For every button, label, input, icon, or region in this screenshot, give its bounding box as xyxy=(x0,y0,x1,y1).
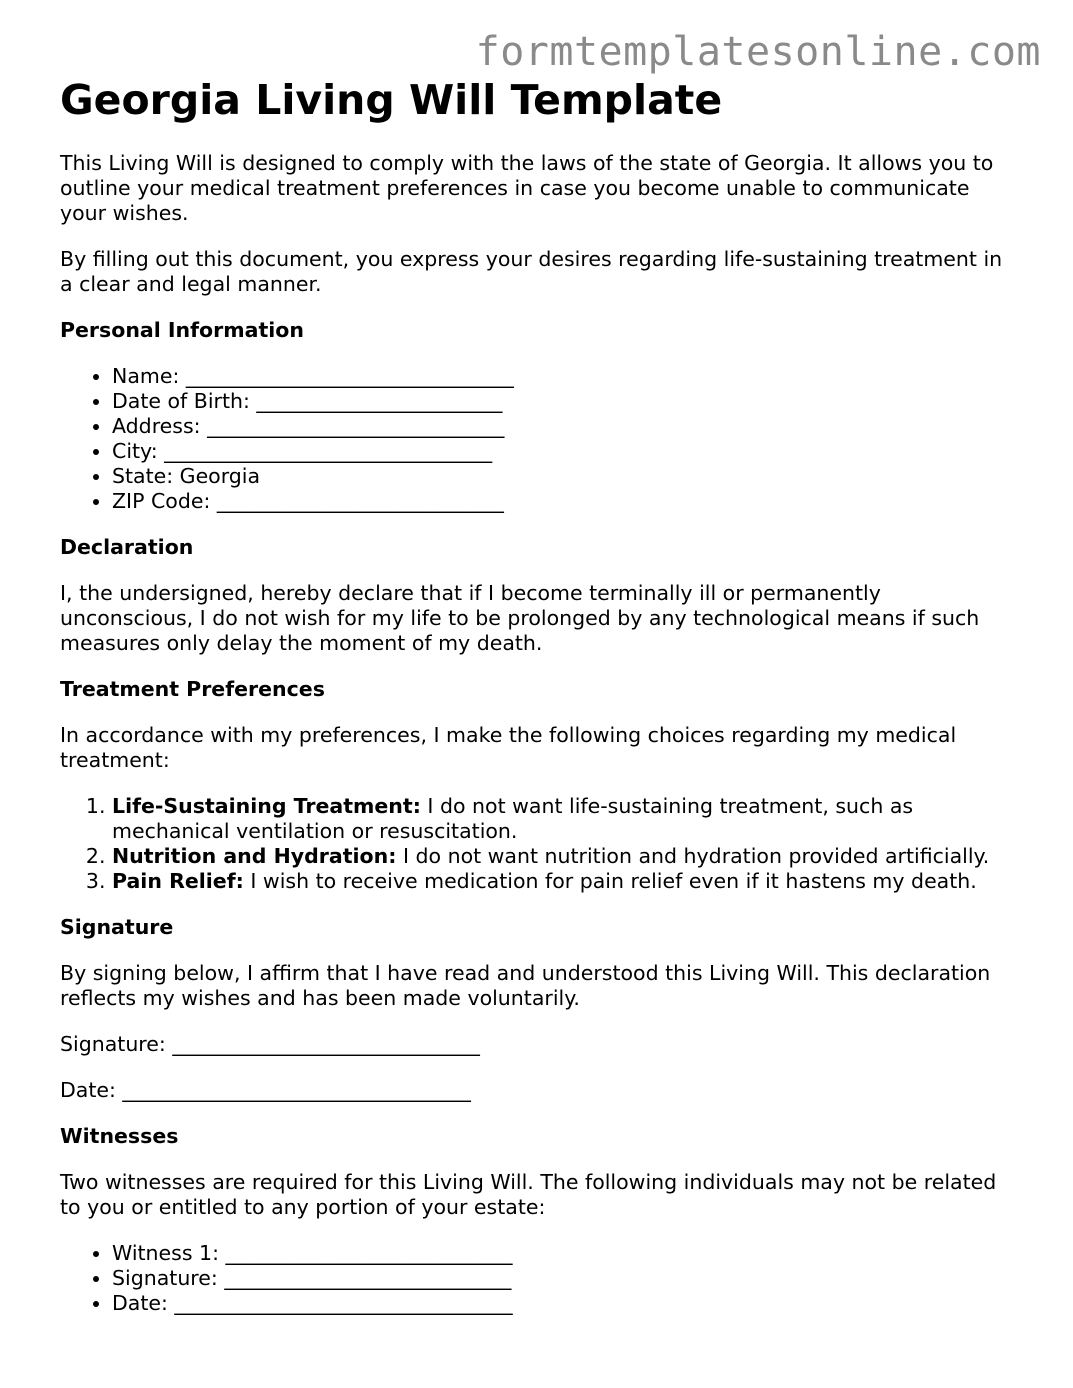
treatment-item-text: I wish to receive medication for pain relief even if it hastens my death. xyxy=(243,869,977,894)
treatment-item xyxy=(112,869,1020,894)
witnesses-heading: Witnesses xyxy=(60,1124,179,1149)
treatment-item xyxy=(112,844,1020,869)
signature-field[interactable]: Signature: ______________________________ xyxy=(60,1032,480,1057)
witness-signature-field[interactable]: • Signature: ____________________________ xyxy=(112,1266,1020,1291)
treatment-intro: In accordance with my preferences, I make the following choices regarding my medical treatment: xyxy=(60,723,957,773)
witnesses-list xyxy=(60,1241,1020,1316)
zip-field[interactable]: • ZIP Code: ____________________________ xyxy=(112,489,1020,514)
personal-info-heading: Personal Information xyxy=(60,318,304,343)
treatment-heading: Treatment Preferences xyxy=(60,677,325,702)
witness-name-field[interactable]: • Witness 1: ____________________________ xyxy=(112,1241,1020,1266)
state-field: • State: Georgia xyxy=(112,464,1020,489)
dob-field[interactable]: • Date of Birth: ________________________ xyxy=(112,389,1020,414)
witness-date-field[interactable]: • Date: _________________________________ xyxy=(112,1291,1020,1316)
witnesses-text: Two witnesses are required for this Living Will. The following individuals may not be related to you or entitled to any portion of your estate: xyxy=(60,1170,997,1220)
name-field[interactable]: • Name: ________________________________ xyxy=(112,364,1020,389)
document-page xyxy=(60,74,1020,1337)
date-field[interactable]: Date: __________________________________ xyxy=(60,1078,471,1103)
signature-text: By signing below, I affirm that I have read and understood this Living Will. This declaration reflects my wishes and has been made voluntarily. xyxy=(60,961,991,1011)
treatment-item xyxy=(112,794,1020,844)
treatment-item-label: Life-Sustaining Treatment: xyxy=(112,794,421,819)
watermark: formtemplatesonline.com xyxy=(475,29,1041,75)
treatment-item-text: I do not want nutrition and hydration provided artificially. xyxy=(396,844,990,869)
treatment-list xyxy=(60,794,1020,894)
intro-paragraph-1: This Living Will is designed to comply with the laws of the state of Georgia. It allows you to outline your medical treatment preferences in case you become unable to communicate your wishes. xyxy=(60,151,994,226)
treatment-item-label: Pain Relief: xyxy=(112,869,244,894)
intro-paragraph-2: By filling out this document, you express your desires regarding life-sustaining treatment in a clear and legal manner. xyxy=(60,247,1003,297)
signature-heading: Signature xyxy=(60,915,174,940)
address-field[interactable]: • Address: _____________________________ xyxy=(112,414,1020,439)
declaration-text: I, the undersigned, hereby declare that if I become terminally ill or permanently unconscious, I do not wish for my life to be prolonged by any technological means if such measures only delay the moment of my death. xyxy=(60,581,980,656)
document-title: Georgia Living Will Template xyxy=(60,76,723,124)
declaration-heading: Declaration xyxy=(60,535,194,560)
city-field[interactable]: • City: ________________________________ xyxy=(112,439,1020,464)
treatment-item-text: I do not want life-sustaining treatment, such as mechanical ventilation or resuscitation. xyxy=(112,794,914,844)
personal-info-list xyxy=(60,364,1020,514)
treatment-item-label: Nutrition and Hydration: xyxy=(112,844,397,869)
